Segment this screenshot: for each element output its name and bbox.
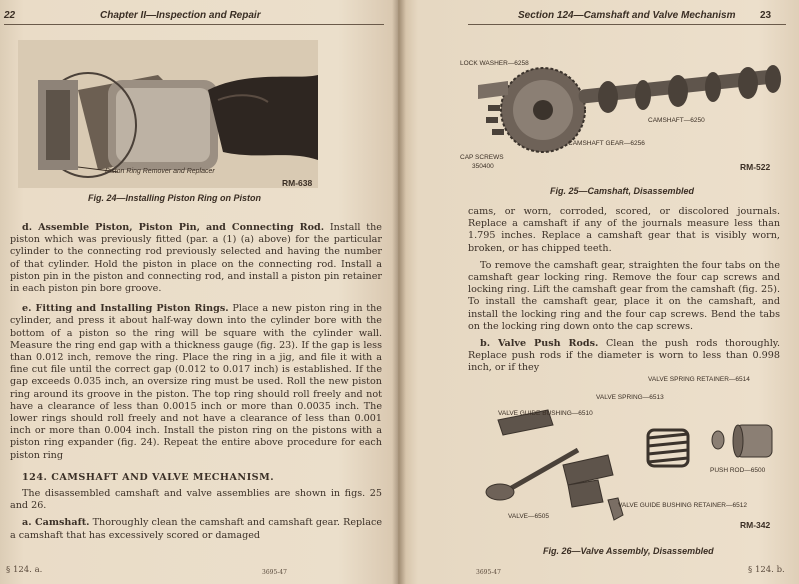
fig24-code: RM-638 [282,178,313,188]
para-a-text: Thoroughly clean the camshaft and camshaft gear. Replace a camshaft that has excessively scored or damaged [10,517,383,541]
label-cap-screws: CAP SCREWS [460,154,504,161]
label-lock-washer: LOCK WASHER—6258 [460,60,529,67]
section-text: The disassembled camshaft and valve assemblies are shown in figs. 25 and 26. [10,488,382,512]
book-spine-shadow [392,0,406,584]
header-rule [468,24,786,25]
label-bushing-retainer: VALVE GUIDE BUSHING RETAINER—6512 [618,502,747,509]
label-cap-screws-num: 350400 [472,163,494,170]
footer-code-right: 3695-47 [476,569,501,576]
fig24-label: Piston Ring Remover and Replacer [105,168,215,175]
header-rule [4,24,384,25]
fig26-caption: Fig. 26—Valve Assembly, Disassembled [543,546,714,556]
para-e-heading: e. Fitting and Installing Piston Rings. [22,303,229,315]
section-heading: 124. CAMSHAFT AND VALVE MECHANISM. [22,471,275,483]
para-d-text: Install the piston which was previously fitted (par. a (1) (a) above) for the particular cylinder to the connecting rod previously selected and having the number of that cylinder. Hold the piston in place on the connecting rod. Install a piston pin in the piston and connecting rod, and install a piston pin retainer in each piston pin bore groove. [10,222,382,295]
footer-left: § 124. a. [6,565,43,575]
para-a-heading: a. Camshaft. [22,517,90,529]
footer-code-left: 3695-47 [262,569,287,576]
para-b-heading: b. Valve Push Rods. [480,338,599,350]
label-valve: VALVE—6505 [508,513,549,520]
camshaft-drawing [468,55,788,175]
para-e-text: Place a new piston ring in the cylinder, and press it about half-way down into the cylinder bore with the bottom of a piston so the ring will be square with the cylinder wall. Measure the ring end gap with a thickness gauge (fig. 23). If the gap is less than 0.012 inch, remove the ring. Place the ring in a jig, and file it with a fine cut file until the correct gap (0.012 to 0.017 inch) is established. If the gap exceeds 0.035 inch, an oversize ring must be used. Roll the new piston ring around its groove in the piston. The top ring should roll freely and not have a clearance of less than 0.0015 inch or more than 0.0035 inch. The lower rings should roll freely and not have a clearance of less than 0.001 inch or more than 0.004 inch. Install the piston ring on the pistons with a piston ring expander (fig. 24). Repeat the entire above procedure for each piston ring [10,303,382,461]
para-gear: To remove the camshaft gear, straighten the four tabs on the camshaft gear locking ring. Remove the four cap screws and locking ring. Lift the camshaft gear from the camshaft (fig. 25). To install the camshaft gear, place it on the camshaft, and install the locking ring and the four cap screws. Bend the tabs on the locking ring down onto the cap screws. [468,259,780,332]
para-d-heading: d. Assemble Piston, Piston Pin, and Connecting Rod. [22,222,325,233]
fig26-code: RM-342 [740,520,771,530]
left-page [0,0,398,584]
piston-ring-photo [18,40,318,188]
fig25-code: RM-522 [740,162,771,172]
label-valve-spring-retainer: VALVE SPRING RETAINER—6514 [648,376,750,383]
label-valve-guide-bushing: VALVE GUIDE BUSHING—6510 [498,410,593,417]
left-body [10,222,382,542]
running-header: Section 124—Camshaft and Valve Mechanism [518,10,736,21]
label-valve-spring: VALVE SPRING—6513 [596,394,664,401]
fig24-caption: Fig. 24—Installing Piston Ring on Piston [88,193,262,203]
footer-right: § 124. b. [748,565,785,575]
running-header: Chapter II—Inspection and Repair [100,10,261,21]
right-page [398,0,799,584]
para-b-text: Clean the push rods thoroughly. Replace push rods if the diameter is worn to less than 0.998 inch, or if they [468,338,780,374]
page-number: 23 [760,10,772,21]
page-number: 22 [4,10,16,21]
label-camshaft: CAMSHAFT—6250 [648,117,705,124]
label-push-rod: PUSH ROD—6500 [710,467,766,474]
fig25-caption: Fig. 25—Camshaft, Disassembled [550,186,695,196]
right-body [468,206,780,375]
label-camshaft-gear: CAMSHAFT GEAR—6256 [568,140,645,147]
para-cont: cams, or worn, corroded, scored, or discolored journals. Replace a camshaft if any of the journals measure less than 1.795 inches. Replace a camshaft gear that is visibly worn, broken, or has chipped teeth. [468,206,780,254]
